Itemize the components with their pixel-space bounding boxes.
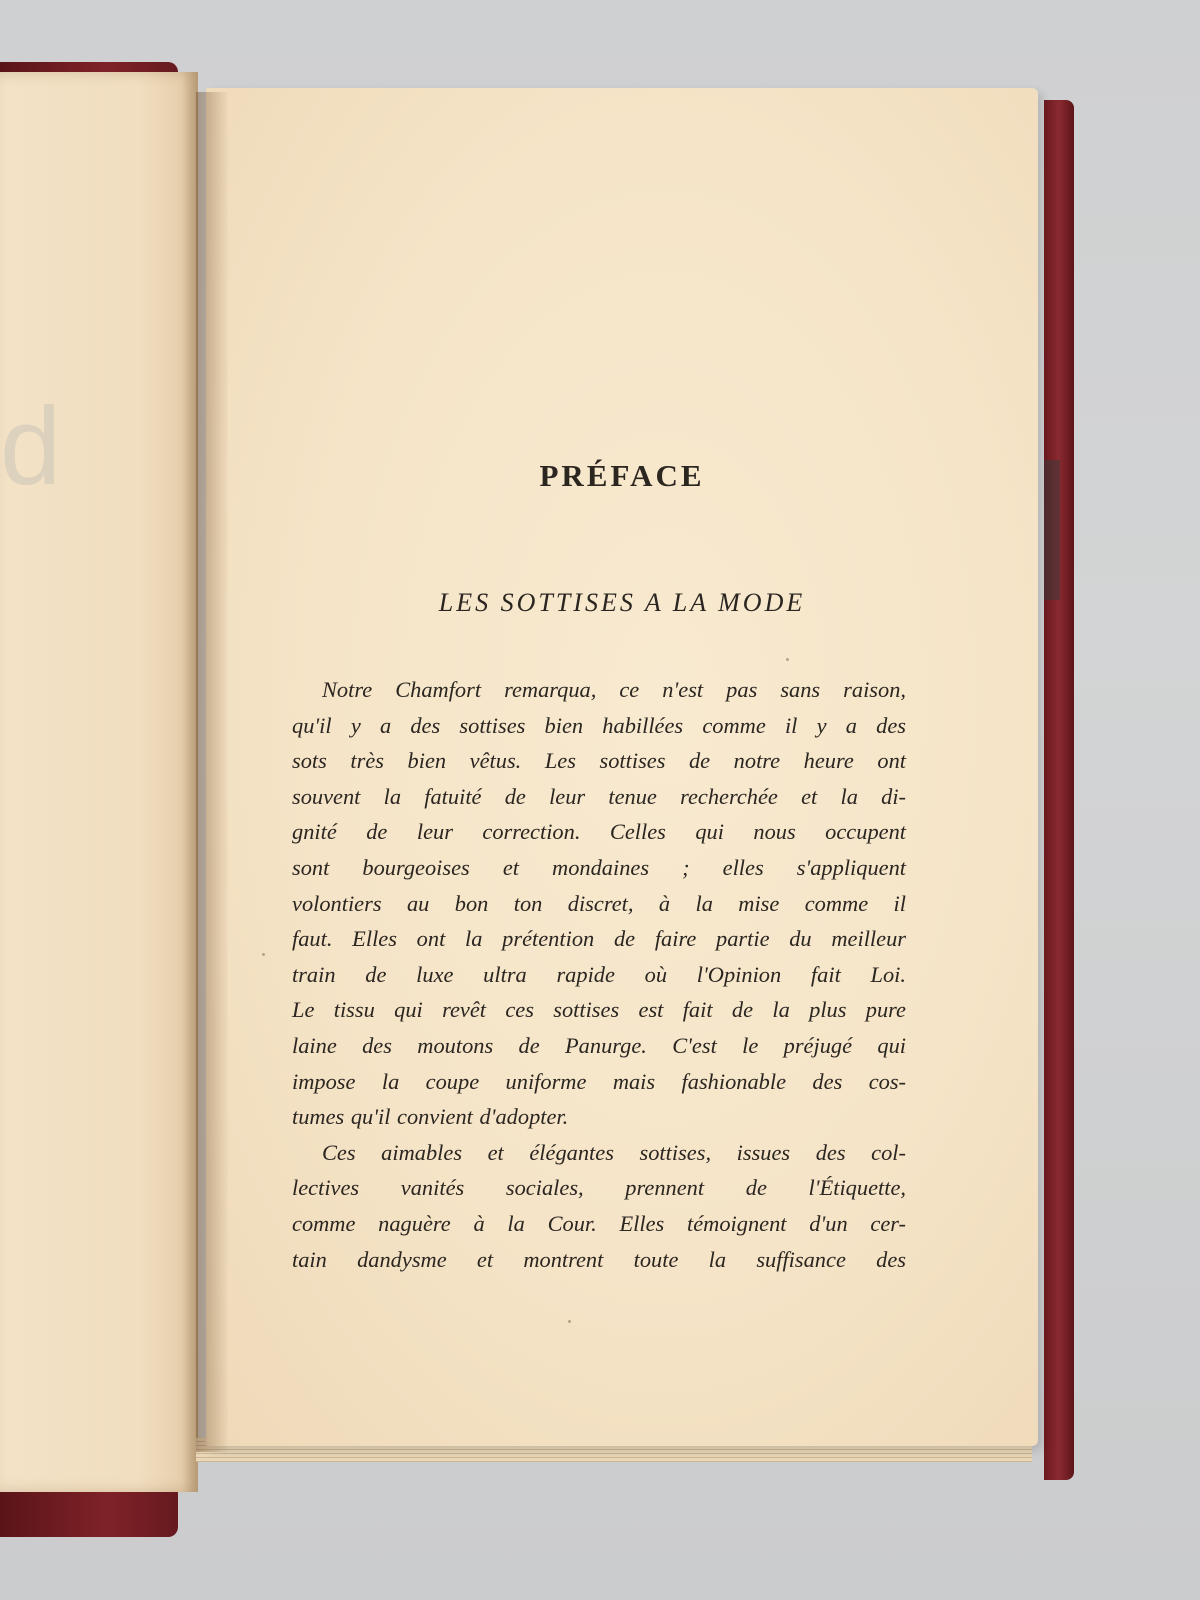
text-line: volontiers au bon ton discret, à la mise comme il — [292, 890, 906, 916]
text-line: tumes qu'il convient d'adopter. — [292, 1104, 569, 1130]
left-page-bleed-through: d — [0, 402, 62, 508]
text-line: sots très bien vêtus. Les sottises de notre heure ont — [292, 748, 906, 774]
text-line: impose la coupe uniforme mais fashionable des cos- — [292, 1068, 906, 1094]
paragraph-1 — [292, 672, 906, 1135]
text-line: souvent la fatuité de leur tenue recherchée et la di- — [292, 783, 906, 809]
text-line: Notre Chamfort remarqua, ce n'est pas sans raison, — [322, 677, 906, 702]
text-line: gnité de leur correction. Celles qui nous occupent — [292, 819, 906, 845]
book-spine-strip — [1044, 460, 1060, 600]
paper-speck — [568, 1320, 571, 1323]
left-page — [0, 72, 198, 1492]
section-subtitle: LES SOTTISES A LA MODE — [438, 588, 806, 617]
text-line: train de luxe ultra rapide où l'Opinion fait Loi. — [292, 961, 906, 987]
page-title: PRÉFACE — [539, 458, 705, 493]
page-gutter-shadow — [196, 92, 228, 1452]
text-line: tain dandysme et montrent toute la suffisance des — [292, 1246, 906, 1272]
text-line: laine des moutons de Panurge. C'est le préjugé qui — [292, 1032, 906, 1058]
text-line: sont bourgeoises et mondaines ; elles s'appliquent — [292, 854, 906, 880]
right-page — [206, 88, 1038, 1446]
text-line: lectives vanités sociales, prennent de l'Étiquette, — [292, 1175, 906, 1201]
paper-speck — [262, 953, 265, 956]
text-line: qu'il y a des sottises bien habillées comme il y a des — [292, 712, 906, 738]
text-line: comme naguère à la Cour. Elles témoignent d'un cer- — [292, 1210, 906, 1236]
text-line: Ces aimables et élégantes sottises, issues des col- — [322, 1139, 906, 1165]
paragraph-2 — [292, 1135, 906, 1277]
body-text — [292, 672, 906, 1277]
text-line: faut. Elles ont la prétention de faire partie du meilleur — [292, 926, 906, 952]
text-line: Le tissu qui revêt ces sottises est fait de la plus pure — [292, 997, 906, 1023]
book-cover-right — [1044, 100, 1074, 1480]
paper-speck — [786, 658, 789, 661]
